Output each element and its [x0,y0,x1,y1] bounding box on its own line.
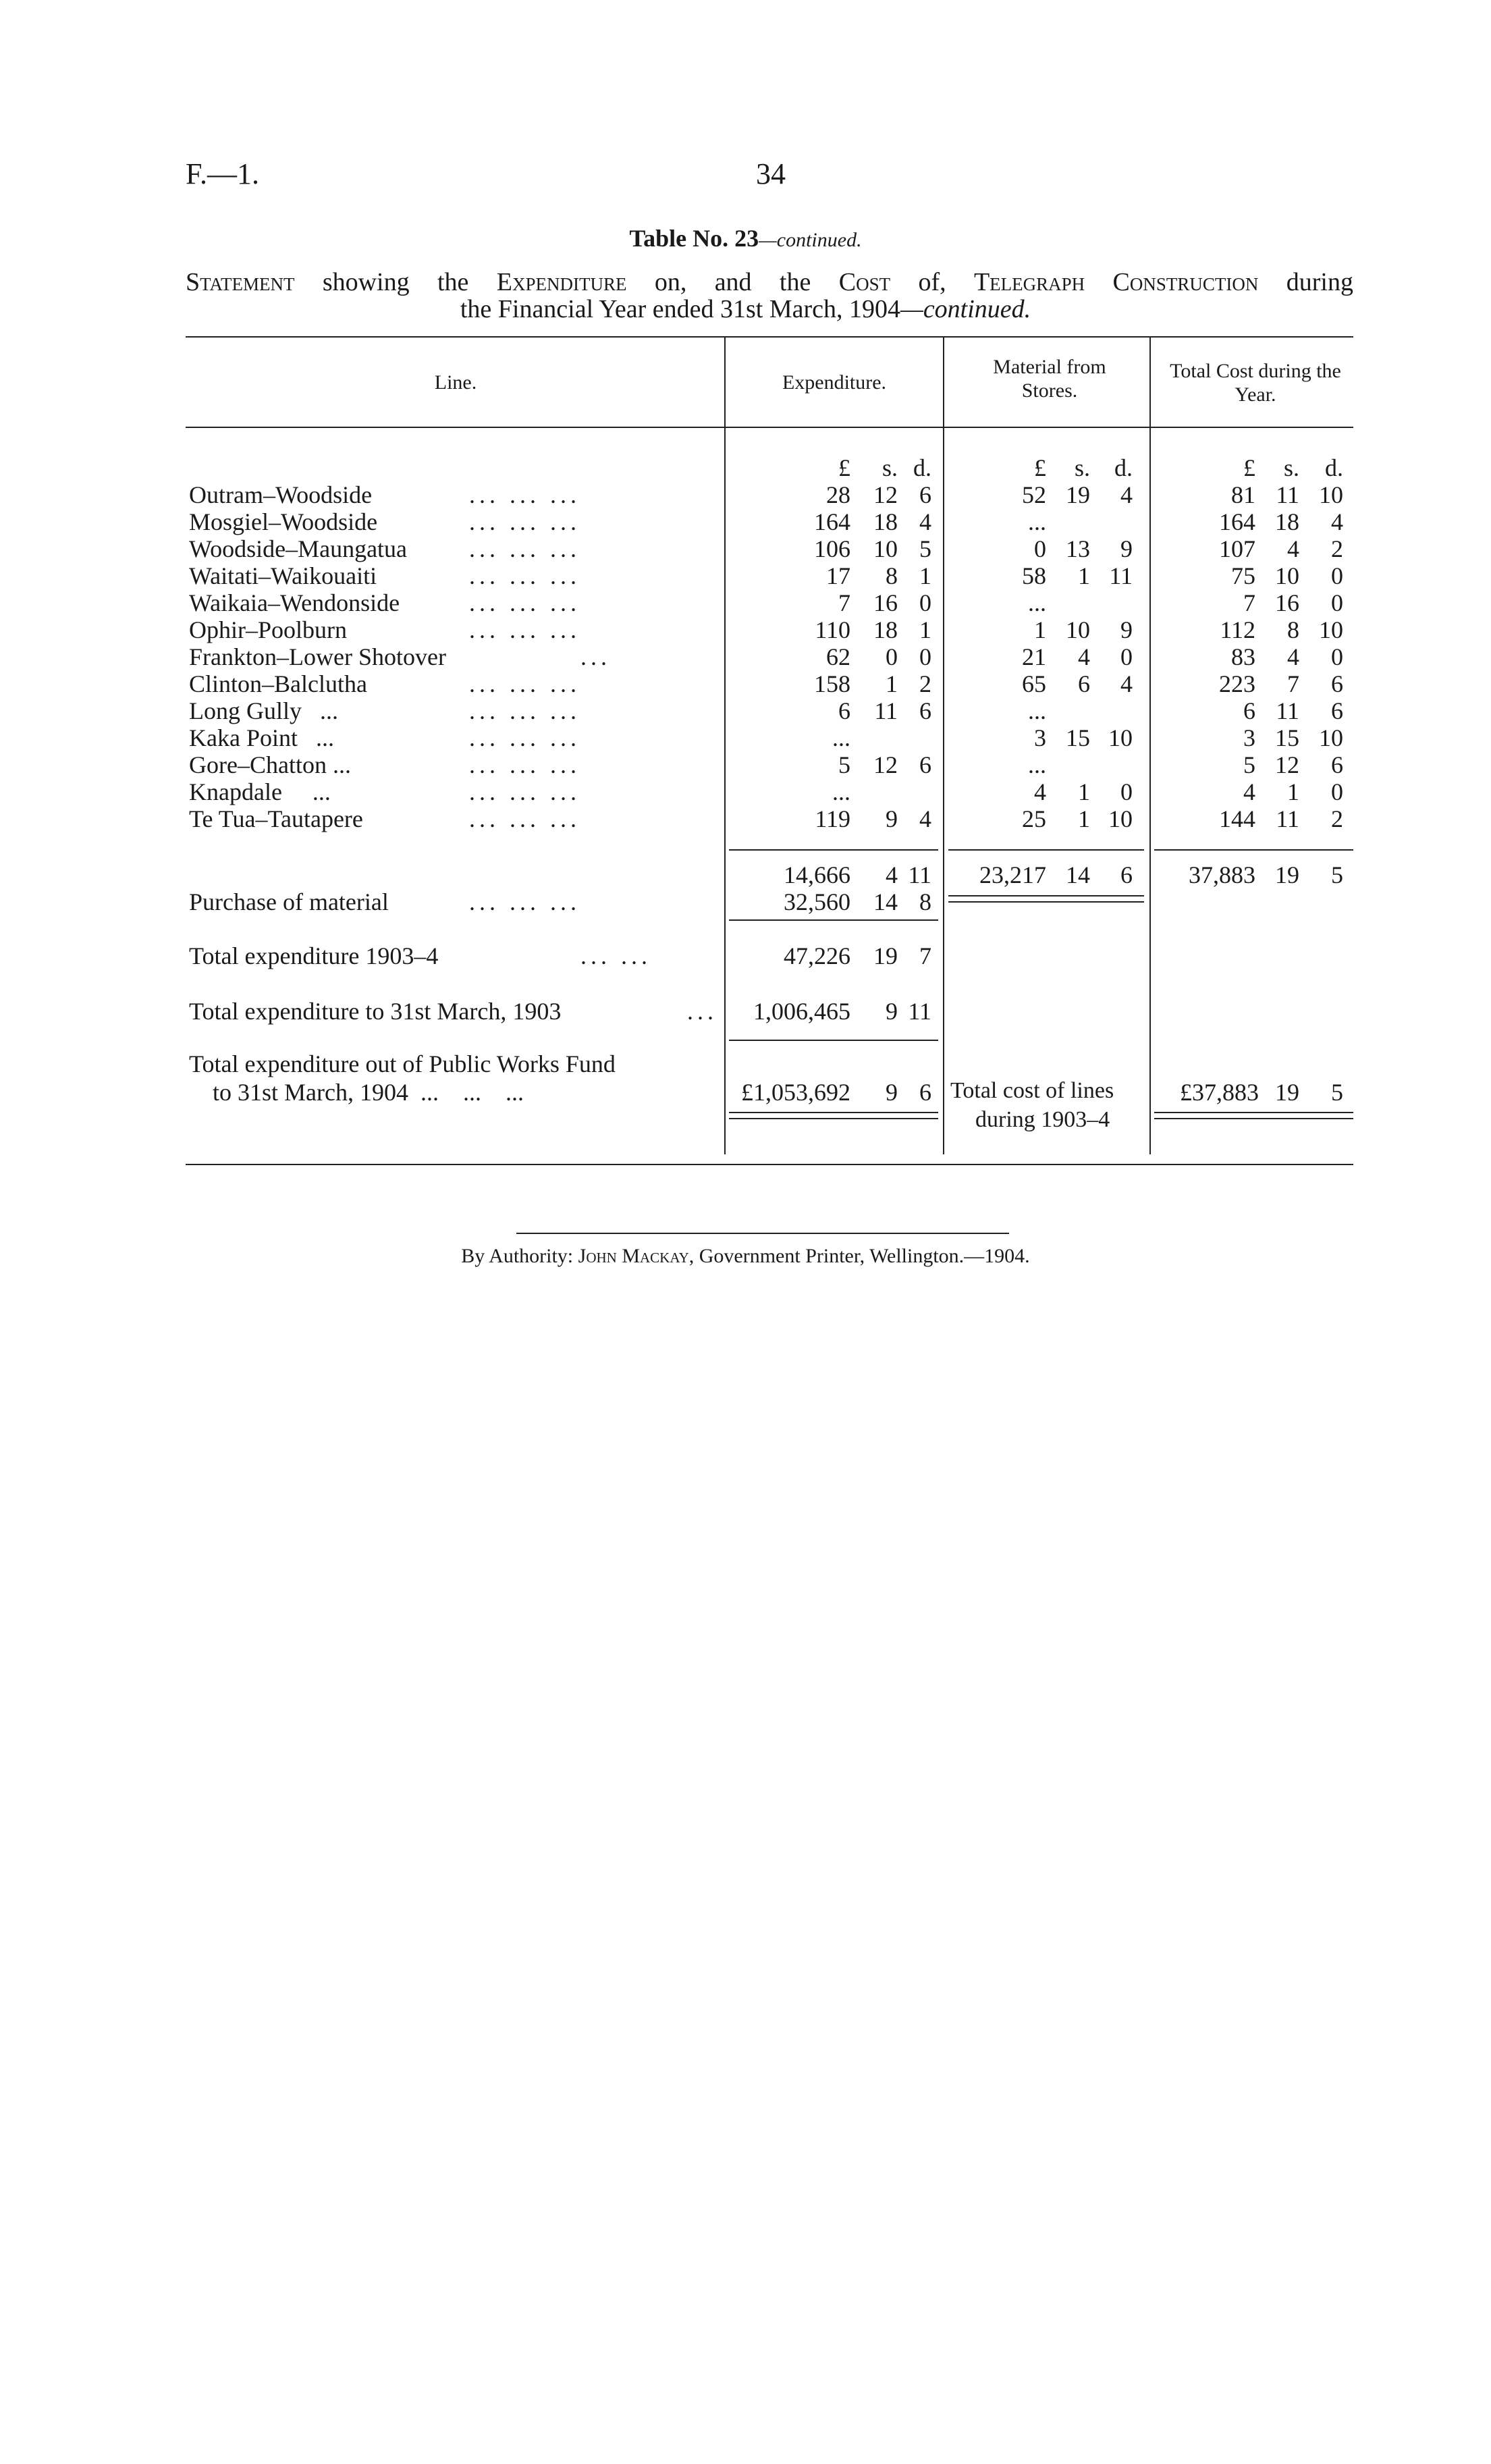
tot-pence: 2 [1331,805,1343,832]
tot-pounds: 107 [1219,535,1255,562]
column-header-total: Total Cost during the Year. [1170,360,1341,406]
line-name: Long Gully ... [189,697,338,724]
printer-name: John Mackay [578,1245,689,1267]
tot-pence: 0 [1331,778,1343,805]
tot-shillings: 15 [1275,724,1299,751]
exp-pounds: 14,666 [784,861,850,888]
tot-pence: 6 [1331,751,1343,778]
leader-dots: ... ... ... [469,751,580,778]
tot-shillings: 11 [1276,805,1299,832]
tot-shillings: 19 [1275,1079,1299,1106]
tot-pounds: 164 [1219,508,1255,535]
leader-dots: ... ... ... [469,562,580,589]
table-row [0,724,1491,751]
exp-shillings: 0 [886,643,898,670]
tot-pounds: 75 [1231,562,1255,589]
exp-shillings: 9 [886,1079,898,1106]
mat-pence: 0 [1120,643,1133,670]
exp-pounds: £1,053,692 [741,1079,850,1106]
exp-shillings: 12 [873,481,898,508]
leader-dots: ... ... ... [469,535,580,562]
exp-pence: 8 [919,888,931,915]
exp-shillings: 10 [873,535,898,562]
leader-dots: ... ... ... [469,778,580,805]
purchase-rule [729,919,938,921]
imprint-prefix: By Authority: [461,1245,574,1267]
tot-pence: 6 [1331,697,1343,724]
total-cost-label: Total cost of lines [950,1078,1114,1103]
mat-pence: 4 [1120,670,1133,697]
page-number: 34 [756,157,786,190]
tot-pence: 5 [1331,861,1343,888]
tot-pence: 10 [1319,481,1343,508]
mat-pence: 6 [1120,861,1133,888]
exp-pence: 6 [919,481,931,508]
leader-dots: ... [580,643,611,670]
mat-shillings: 13 [1066,535,1090,562]
table-row [0,508,1491,535]
total-1903-4-row [0,942,1491,969]
line-name: Waitati–Waikouaiti [189,562,377,589]
leader-dots: ... ... ... [469,616,580,643]
tot-pounds: 7 [1243,589,1255,616]
table-row [0,751,1491,778]
purchase-label: Purchase of material [189,888,389,915]
mat-shillings: 6 [1078,670,1090,697]
pence-label: d. [913,454,931,481]
subtotal-rule [729,849,938,851]
table-row [0,643,1491,670]
double-rule [729,1112,938,1119]
column-header-material: Material from Stores. [993,356,1106,402]
shillings-label: s. [882,454,898,481]
mat-pounds: 25 [1022,805,1046,832]
tot-pence: 10 [1319,724,1343,751]
exp-pounds: 119 [815,805,850,832]
tot-shillings: 18 [1275,508,1299,535]
tot-shillings: 1 [1287,778,1299,805]
tot-shillings: 10 [1275,562,1299,589]
exp-pounds: 5 [838,751,850,778]
exp-pence: 1 [919,616,931,643]
leader-dots: ... ... ... [469,589,580,616]
exp-pounds: 7 [838,589,850,616]
leader-dots: ... ... ... [469,724,580,751]
tot-pence: 6 [1331,670,1343,697]
shillings-label: s. [1283,454,1299,481]
footer-rule [516,1233,1009,1234]
table-row [0,562,1491,589]
mat-shillings: 4 [1078,643,1090,670]
exp-pence: 4 [919,805,931,832]
exp-shillings: 9 [886,998,898,1025]
table-row [0,697,1491,724]
exp-shillings: 18 [873,508,898,535]
exp-pence: 11 [908,998,931,1025]
statement-word: on, [654,268,687,296]
line-name: Outram–Woodside [189,481,373,508]
tot-pence: 2 [1331,535,1343,562]
statement-word: Construction [1112,268,1259,296]
mat-pounds: ... [1028,697,1046,724]
exp-shillings: 4 [886,861,898,888]
purchase-row [0,888,1491,915]
tot-pence: 0 [1331,643,1343,670]
exp-shillings: 11 [874,697,898,724]
exp-pounds: 1,006,465 [753,998,850,1025]
mat-shillings: 1 [1078,562,1090,589]
mat-pounds: ... [1028,508,1046,535]
statement-line-1 [186,267,1353,297]
exp-pence: 11 [908,861,931,888]
shillings-label: s. [1074,454,1090,481]
exp-pence: 6 [919,751,931,778]
table-title-suffix: —continued. [759,229,862,251]
statement-word: the [437,268,469,296]
mat-shillings: 1 [1078,778,1090,805]
exp-pounds: ... [832,778,850,805]
line-name: Waikaia–Wendonside [189,589,400,616]
line-name: Kaka Point ... [189,724,334,751]
column-header-line: Line. [434,371,477,394]
leader-dots: ... ... ... [469,697,580,724]
leader-dots: ... [687,998,717,1025]
statement-word: and [714,268,752,296]
table-row [0,778,1491,805]
mat-pounds: 1 [1034,616,1046,643]
statement-line-2 [0,294,1491,324]
statement-word: the [779,268,811,296]
line-name: Gore–Chatton ... [189,751,351,778]
mat-pence: 4 [1120,481,1133,508]
tot-pence: 5 [1331,1079,1343,1106]
exp-shillings: 1 [886,670,898,697]
tot-pounds: 4 [1243,778,1255,805]
currency-header-row [0,454,1491,481]
statement-word: Cost [838,268,891,296]
mat-pounds: 21 [1022,643,1046,670]
exp-pounds: 110 [815,616,850,643]
statement-word: during [1286,268,1353,296]
exp-shillings: 8 [886,562,898,589]
statement-word: of, [918,268,946,296]
mat-pence: 0 [1120,778,1133,805]
pence-label: d. [1114,454,1133,481]
mat-pounds: 58 [1022,562,1046,589]
document-code: F.—1. [186,157,259,190]
total-to-1903-label: Total expenditure to 31st March, 1903 [189,998,562,1025]
subtotal-rule [948,849,1144,851]
exp-pence: 6 [919,1079,931,1106]
exp-pounds: 47,226 [784,942,850,969]
mat-shillings: 14 [1066,861,1090,888]
total-rule [729,1040,938,1041]
mat-pence: 10 [1108,805,1133,832]
exp-shillings: 12 [873,751,898,778]
line-name: Clinton–Balclutha [189,670,367,697]
imprint-rest: , Government Printer, Wellington.—1904. [688,1245,1030,1267]
mat-pounds: ... [1028,589,1046,616]
tot-pence: 0 [1331,589,1343,616]
exp-pence: 0 [919,643,931,670]
total-1903-4-label: Total expenditure 1903–4 [189,942,439,969]
subtotal-rule [1154,849,1353,851]
tot-shillings: 11 [1276,697,1299,724]
pounds-label: £ [838,454,850,481]
grand-total-row [0,1078,1491,1105]
mat-pence: 9 [1120,535,1133,562]
leader-dots: ... ... ... [469,805,580,832]
exp-pence: 7 [919,942,931,969]
printer-imprint [0,1245,1491,1268]
line-name: Te Tua–Tautapere [189,805,363,832]
exp-pence: 6 [919,697,931,724]
table-row [0,535,1491,562]
tot-pounds: 112 [1220,616,1255,643]
table-row [0,589,1491,616]
tot-pence: 4 [1331,508,1343,535]
tot-pounds: 6 [1243,697,1255,724]
table-row [0,805,1491,832]
line-name: Ophir–Poolburn [189,616,347,643]
leader-dots: ... ... ... [469,670,580,697]
line-name: Frankton–Lower Shotover [189,643,446,670]
grand-total-label-row-1 [0,1050,1491,1077]
exp-shillings: 19 [873,942,898,969]
mat-shillings: 1 [1078,805,1090,832]
line-name: Mosgiel–Woodside [189,508,378,535]
tot-pounds: £37,883 [1180,1079,1259,1106]
exp-pounds: 158 [814,670,850,697]
tot-shillings: 19 [1275,861,1299,888]
exp-pence: 5 [919,535,931,562]
mat-pounds: 65 [1022,670,1046,697]
exp-pounds: 17 [826,562,850,589]
tot-pounds: 83 [1231,643,1255,670]
total-to-1903-row [0,997,1491,1024]
tot-shillings: 7 [1287,670,1299,697]
tot-pounds: 5 [1243,751,1255,778]
statement-line-2-suffix: —continued. [900,295,1031,323]
statement-line-2-text: the Financial Year ended 31st March, 1904 [460,295,901,323]
tot-shillings: 4 [1287,535,1299,562]
statement-word: Statement [186,268,295,296]
exp-pounds: 32,560 [784,888,850,915]
table-row [0,670,1491,697]
exp-pounds: 164 [814,508,850,535]
exp-pounds: ... [832,724,850,751]
tot-pounds: 223 [1219,670,1255,697]
mat-pence: 10 [1108,724,1133,751]
tot-shillings: 12 [1275,751,1299,778]
leader-dots: ... ... ... [469,888,580,915]
exp-shillings: 9 [886,805,898,832]
mat-shillings: 19 [1066,481,1090,508]
statement-word: Expenditure [496,268,627,296]
exp-shillings: 16 [873,589,898,616]
grand-total-label-row-3 [0,1107,1491,1134]
leader-dots: ... ... ... [469,481,580,508]
tot-pounds: 37,883 [1189,861,1255,888]
table-bottom-rule [186,1164,1353,1165]
exp-pence: 1 [919,562,931,589]
column-header-expenditure: Expenditure. [782,371,887,394]
table-top-rule [186,336,1353,338]
leader-dots: ... ... ... [469,508,580,535]
leader-dots: ... ... [580,942,651,969]
exp-pounds: 6 [838,697,850,724]
tot-shillings: 4 [1287,643,1299,670]
exp-shillings: 14 [873,888,898,915]
grand-total-label: Total expenditure out of Public Works Fund [189,1050,616,1077]
grand-total-label-line-2: to 31st March, 1904 ... ... ... [213,1079,524,1106]
total-cost-label-line-2: during 1903–4 [975,1107,1110,1132]
table-row [0,616,1491,643]
mat-pence: 9 [1120,616,1133,643]
mat-pounds: 0 [1034,535,1046,562]
exp-pence: 4 [919,508,931,535]
table-title-main: Table No. 23 [629,225,759,252]
tot-pounds: 81 [1231,481,1255,508]
pence-label: d. [1325,454,1343,481]
mat-pounds: 4 [1034,778,1046,805]
table-title [0,224,1491,252]
statement-word: Telegraph [973,268,1085,296]
tot-shillings: 8 [1287,616,1299,643]
line-name: Woodside–Maungatua [189,535,408,562]
tot-pence: 10 [1319,616,1343,643]
mat-pounds: 23,217 [979,861,1046,888]
exp-pounds: 106 [814,535,850,562]
exp-shillings: 18 [873,616,898,643]
mat-pounds: 3 [1034,724,1046,751]
statement-word: showing [322,268,410,296]
line-name: Knapdale ... [189,778,331,805]
pounds-label: £ [1034,454,1046,481]
header-bottom-rule [186,427,1353,428]
exp-pounds: 28 [826,481,850,508]
double-rule [1154,1112,1353,1119]
subtotal-row [0,861,1491,888]
exp-pounds: 62 [826,643,850,670]
mat-pounds: ... [1028,751,1046,778]
mat-shillings: 10 [1066,616,1090,643]
mat-pence: 11 [1109,562,1133,589]
tot-pence: 0 [1331,562,1343,589]
tot-pounds: 144 [1219,805,1255,832]
exp-pence: 2 [919,670,931,697]
exp-pence: 0 [919,589,931,616]
pounds-label: £ [1243,454,1255,481]
tot-shillings: 11 [1276,481,1299,508]
tot-pounds: 3 [1243,724,1255,751]
mat-shillings: 15 [1066,724,1090,751]
table-row [0,481,1491,508]
tot-shillings: 16 [1275,589,1299,616]
mat-pounds: 52 [1022,481,1046,508]
